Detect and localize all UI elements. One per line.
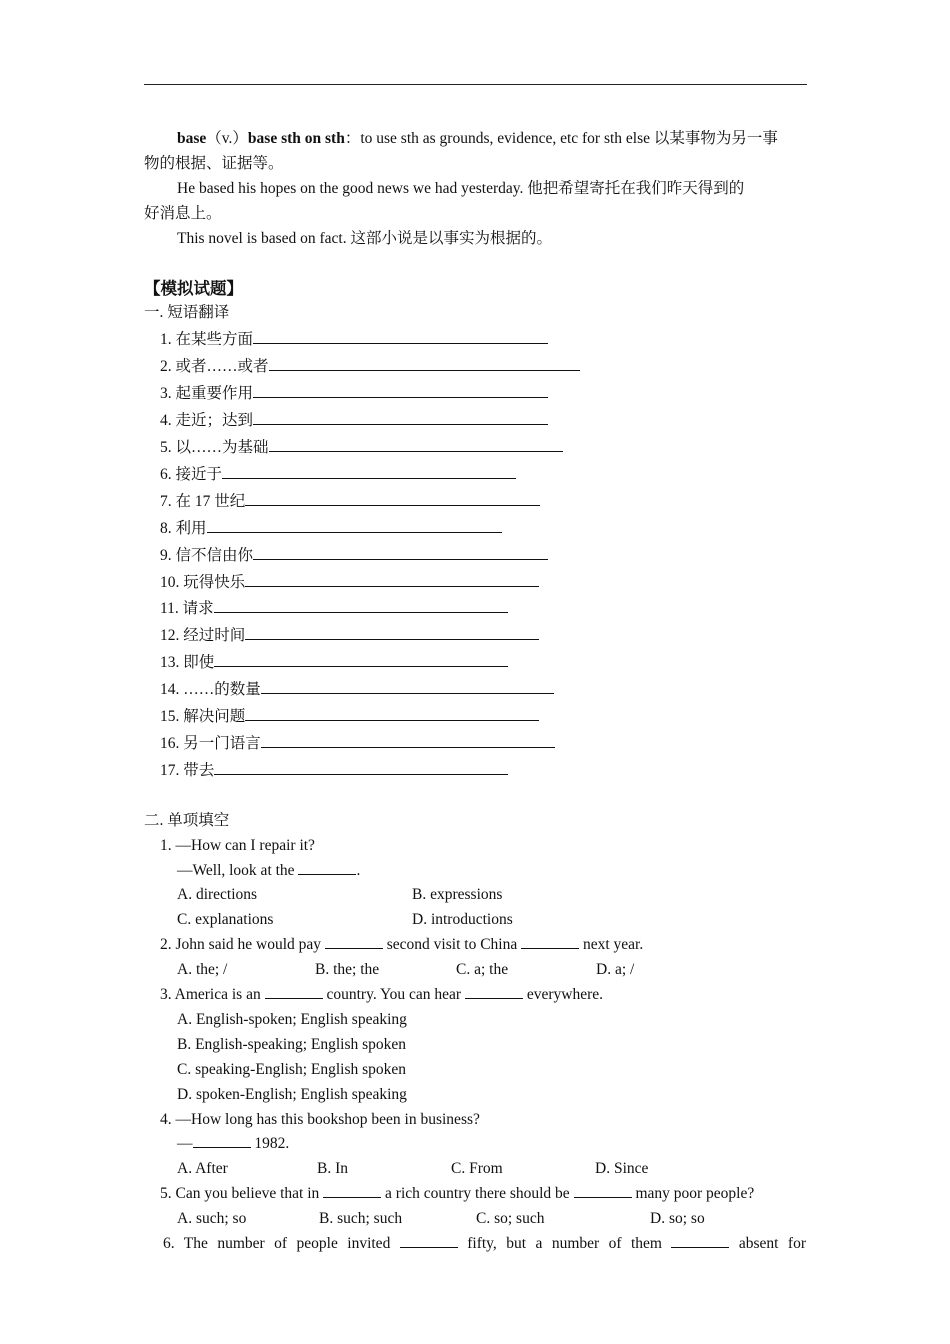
q1-options-cd	[144, 908, 806, 933]
intro-pos: （v.）	[206, 130, 248, 147]
answer-line	[253, 542, 548, 560]
phrase-item	[144, 461, 806, 488]
option-c: C. a; the	[456, 961, 509, 979]
intro-phrase: base sth on sth	[247, 130, 345, 147]
q1-line2: —Well, look at the .	[144, 859, 806, 884]
answer-line	[253, 380, 548, 398]
q4-line2: — 1982.	[144, 1132, 806, 1157]
option-b: B. such; such	[319, 1210, 403, 1228]
answer-blank	[298, 859, 356, 875]
answer-line	[245, 703, 539, 721]
answer-line	[207, 515, 502, 533]
option-d: D. a; /	[596, 961, 635, 979]
intro-example2: This novel is based on fact. 这部小说是以事实为根据的。	[177, 229, 552, 247]
option-a: A. English-spoken; English speaking	[177, 1010, 407, 1028]
section2-title: 二. 单项填空	[144, 811, 230, 829]
q1-line1: 1. —How can I repair it?	[160, 836, 315, 854]
q2-options	[144, 958, 806, 983]
option-c: C. From	[451, 1160, 503, 1178]
option-b: B. In	[317, 1160, 348, 1178]
phrase-label: 15. 解决问题	[160, 708, 246, 726]
option-c: C. explanations	[177, 911, 274, 929]
answer-blank	[465, 983, 523, 999]
option-d: D. Since	[595, 1160, 649, 1178]
answer-blank	[671, 1232, 729, 1248]
option-a: A. the; /	[177, 961, 228, 979]
phrase-label: 16. 另一门语言	[160, 734, 261, 752]
phrase-item	[144, 407, 806, 434]
answer-blank	[193, 1132, 251, 1148]
phrase-label: 10. 玩得快乐	[160, 573, 246, 591]
phrase-label: 7. 在 17 世纪	[160, 492, 246, 510]
answer-blank	[325, 933, 383, 949]
answer-line	[269, 353, 580, 371]
phrase-item	[144, 569, 806, 596]
document-body	[144, 127, 806, 1257]
q4-options	[144, 1157, 806, 1182]
phrase-label: 5. 以……为基础	[160, 438, 269, 456]
answer-line	[261, 676, 554, 694]
intro-word: base	[177, 130, 207, 147]
option-b: B. expressions	[412, 886, 503, 904]
option-c: C. so; such	[476, 1210, 545, 1228]
answer-line	[222, 461, 516, 479]
answer-blank	[323, 1182, 381, 1198]
answer-line	[214, 595, 508, 613]
section-heading: 【模拟试题】	[144, 278, 243, 298]
answer-line	[253, 326, 548, 344]
option-a: A. directions	[177, 886, 258, 904]
option-b: B. English-speaking; English spoken	[177, 1035, 407, 1053]
phrase-item	[144, 434, 806, 461]
q3-stem: 3. America is an country. You can hear everywhere.	[144, 983, 806, 1008]
phrase-item	[144, 703, 806, 730]
answer-line	[245, 488, 540, 506]
option-b: B. the; the	[315, 961, 380, 979]
answer-blank	[521, 933, 579, 949]
answer-blank	[400, 1232, 458, 1248]
phrase-label: 8. 利用	[160, 519, 207, 537]
phrase-item	[144, 676, 806, 703]
answer-line	[261, 730, 555, 748]
intro-definition	[144, 127, 806, 152]
phrase-label: 17. 带去	[160, 761, 215, 779]
q1-options-ab	[144, 883, 806, 908]
option-a: A. such; so	[177, 1210, 247, 1228]
intro-definition-line1: to use sth as grounds, evidence, etc for sth else 以某事物为另一事	[360, 130, 778, 147]
phrase-label: 4. 走近；达到	[160, 412, 254, 430]
phrase-label: 3. 起重要作用	[160, 385, 254, 403]
phrase-label: 12. 经过时间	[160, 627, 246, 645]
phrase-item	[144, 595, 806, 622]
option-d: D. so; so	[650, 1210, 705, 1228]
option-d: D. spoken-English; English speaking	[177, 1085, 407, 1103]
answer-line	[214, 649, 508, 667]
intro-example1: He based his hopes on the good news we had yesterday. 他把希望寄托在我们昨天得到的	[177, 179, 745, 197]
phrase-label: 6. 接近于	[160, 465, 223, 483]
answer-blank	[265, 983, 323, 999]
q4-line1: 4. —How long has this bookshop been in business?	[160, 1110, 480, 1128]
answer-line	[214, 757, 508, 775]
intro-example1-cont: 好消息上。	[144, 204, 222, 222]
phrase-label: 11. 请求	[160, 600, 214, 618]
phrase-item	[144, 542, 806, 569]
phrase-label: 2. 或者……或者	[160, 358, 269, 376]
phrase-item	[144, 380, 806, 407]
option-d: D. introductions	[412, 911, 513, 929]
phrase-item	[144, 488, 806, 515]
phrase-item	[144, 649, 806, 676]
phrase-item	[144, 326, 806, 353]
phrase-label: 9. 信不信由你	[160, 546, 254, 564]
intro-definition-cont: 物的根据、证据等。	[144, 154, 284, 172]
option-a: A. After	[177, 1160, 228, 1178]
answer-line	[269, 434, 563, 452]
phrase-item	[144, 730, 806, 757]
answer-line	[253, 407, 548, 425]
phrase-label: 1. 在某些方面	[160, 331, 254, 349]
intro-colon: ：	[344, 130, 361, 147]
q2-stem: 2. John said he would pay second visit to China next year.	[144, 933, 806, 958]
phrase-item	[144, 515, 806, 542]
q5-stem: 5. Can you believe that in a rich country there should be many poor people?	[144, 1182, 806, 1207]
option-c: C. speaking-English; English spoken	[177, 1060, 407, 1078]
answer-line	[245, 569, 539, 587]
q5-options	[144, 1207, 806, 1232]
phrase-item	[144, 353, 806, 380]
phrase-label: 13. 即使	[160, 654, 215, 672]
section1-title: 一. 短语翻译	[144, 304, 230, 322]
phrase-label: 14. ……的数量	[160, 681, 261, 699]
phrase-list	[144, 326, 806, 783]
answer-line	[245, 622, 539, 640]
answer-blank	[574, 1182, 632, 1198]
q6-stem: 6. The number of people invited fifty, but a number of them absent for	[144, 1232, 806, 1257]
header-rule	[144, 84, 807, 85]
phrase-item	[144, 757, 806, 784]
phrase-item	[144, 622, 806, 649]
